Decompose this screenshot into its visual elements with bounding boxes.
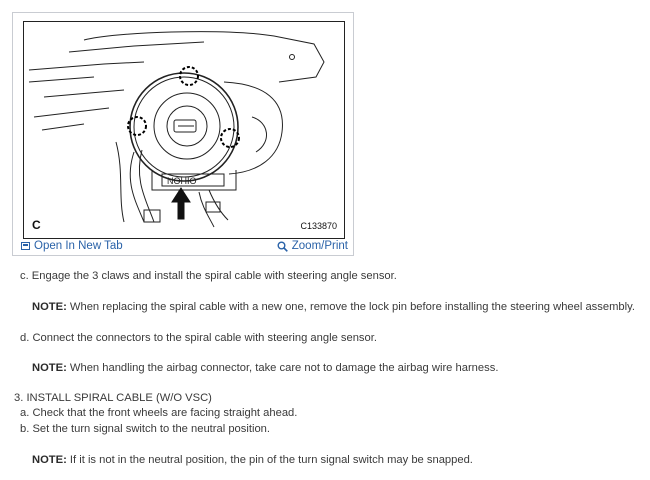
magnifier-icon [277, 241, 288, 252]
step-d: d. Connect the connectors to the spiral cable with steering angle sensor. [20, 332, 377, 344]
svg-text:NOHIO: NOHIO [167, 176, 197, 186]
illustration-drawing [24, 22, 344, 237]
step-a: a. Check that the front wheels are facing straight ahead. [20, 407, 298, 419]
step-d-note [32, 362, 498, 374]
figure-container [12, 12, 354, 256]
note-text: When replacing the spiral cable with a new one, remove the lock pin before installing the steering wheel assembly. [66, 301, 635, 313]
step-c: c. Engage the 3 claws and install the spiral cable with steering angle sensor. [20, 270, 397, 282]
step-c-note [32, 301, 635, 313]
open-in-new-tab-label: Open In New Tab [34, 240, 123, 252]
note-text: When handling the airbag connector, take care not to damage the airbag wire harness. [66, 362, 499, 374]
step-b-note [32, 454, 473, 466]
figure-letter: C [32, 218, 41, 232]
figure-toolbar [13, 239, 353, 255]
zoom-print-link[interactable] [277, 240, 348, 252]
note-label: NOTE: [32, 454, 67, 466]
zoom-print-label: Zoom/Print [291, 240, 348, 252]
figure-code: C133870 [300, 221, 337, 231]
new-tab-icon [21, 242, 30, 250]
note-label: NOTE: [32, 301, 67, 313]
section-3-title: 3. INSTALL SPIRAL CABLE (W/O VSC) [14, 392, 212, 404]
step-b: b. Set the turn signal switch to the neutral position. [20, 423, 270, 435]
open-in-new-tab-link[interactable] [21, 240, 123, 252]
spiral-cable-illustration[interactable] [23, 21, 345, 239]
note-text: If it is not in the neutral position, the pin of the turn signal switch may be snapped. [66, 454, 473, 466]
note-label: NOTE: [32, 362, 67, 374]
